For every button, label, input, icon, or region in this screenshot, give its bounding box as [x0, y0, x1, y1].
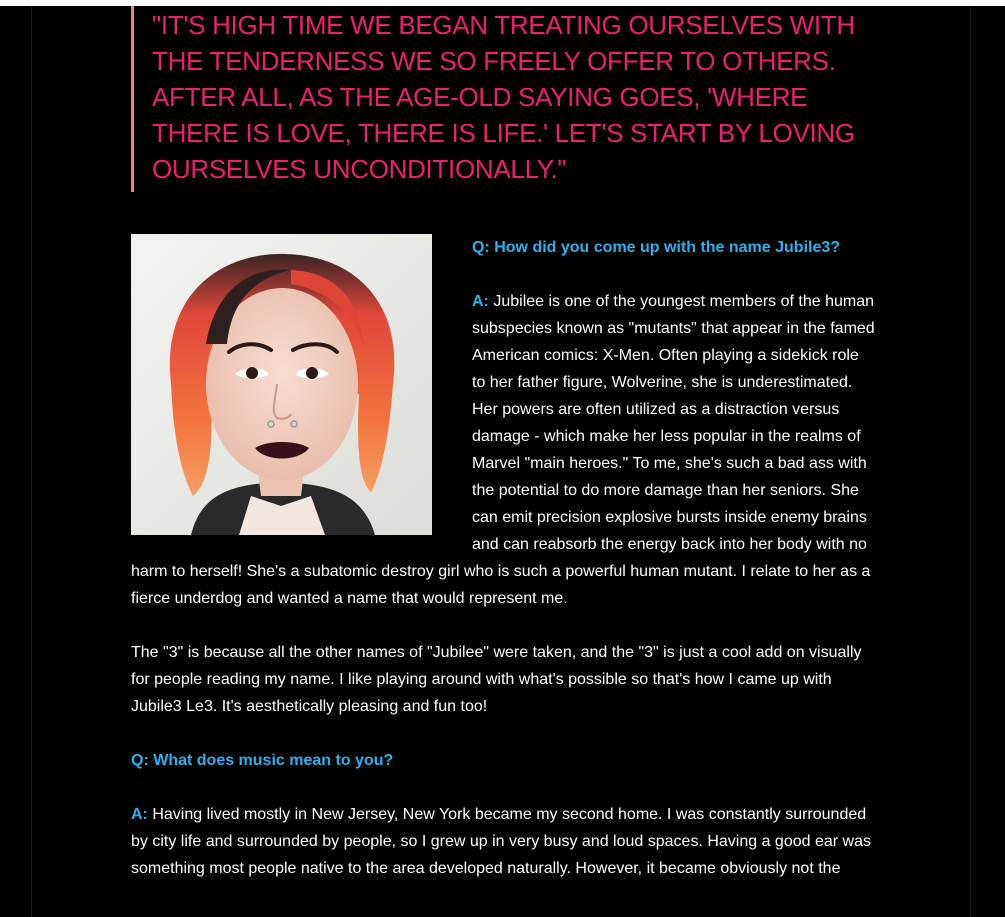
- content-frame-right: [970, 6, 971, 917]
- interview-article: [131, 232, 876, 882]
- pull-quote: [131, 6, 871, 192]
- answer-text: Having lived mostly in New Jersey, New York became my second home. I was constantly surrounded by city life and surrounded by people, so I grew up in very busy and loud spaces. Having a good ear was something most people native to the area developed naturally. However, it became obviously not the: [131, 806, 871, 877]
- answer-prefix: A:: [131, 806, 148, 823]
- portrait-illustration: [131, 234, 432, 535]
- question-name-origin: Q: How did you come up with the name Jubile3?: [472, 239, 841, 256]
- answer-prefix: A:: [472, 293, 489, 310]
- answer-music-meaning: [131, 801, 876, 882]
- pull-quote-text: "IT'S HIGH TIME WE BEGAN TREATING OURSELVES WITH THE TENDERNESS WE SO FREELY OFFER TO OTHERS. AFTER ALL, AS THE AGE-OLD SAYING GOES, 'WHERE THERE IS LOVE, THERE IS LIFE.' LET'S START BY LOVING OURSELVES UNCONDITIONALLY.": [152, 10, 855, 184]
- answer-text: Jubilee is one of the youngest members of the human subspecies known as "mutants" that appear in the famed American comics: X-Men. Often playing a sidekick role to her father figure, Wolverine, she is underestimated. Her powers are often utilized as a distraction versus damage - which make her less popular in the realms of Marvel "main heroes." To me, she's such a bad ass with the potential to do more damage than her seniors. She can emit precision explosive bursts inside enemy brains and can reabsorb the energy back into her body with no harm to herself! She's a subatomic destroy girl who is such a powerful human mutant. I relate to her as a fierce underdog and wanted a name that would represent me.: [131, 293, 875, 607]
- answer-name-origin-continued: The "3" is because all the other names of "Jubilee" were taken, and the "3" is just a cool add on visually for people reading my name. I like playing around with what's possible so that's how I came up with Jubile3 Le3. It's aesthetically pleasing and fun too!: [131, 644, 862, 715]
- question-music-meaning: Q: What does music mean to you?: [131, 752, 394, 769]
- content-frame-left: [31, 6, 32, 917]
- portrait-photo: [131, 234, 432, 535]
